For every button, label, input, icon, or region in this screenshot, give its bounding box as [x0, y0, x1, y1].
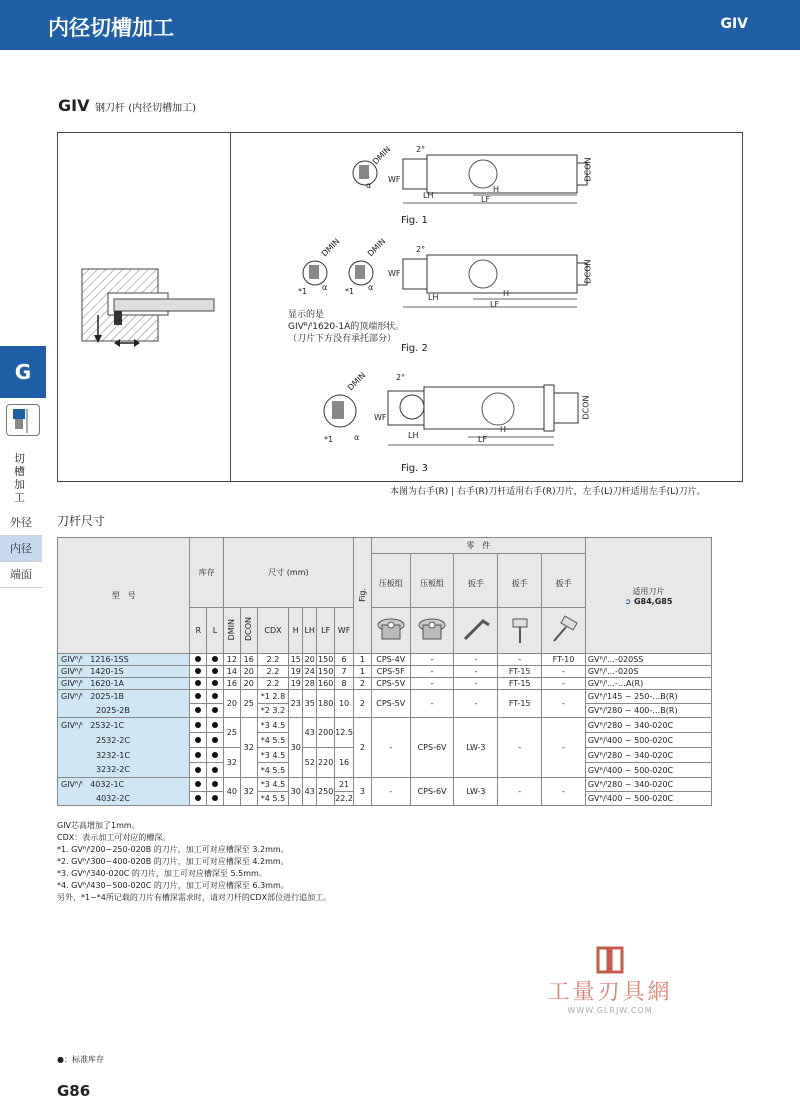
fig2-angle: 2°	[416, 245, 426, 254]
lh-cell: 43	[303, 778, 317, 806]
th-inserts	[585, 538, 711, 654]
cdx-cell: 2.2	[257, 678, 289, 690]
wrench3-cell: -	[542, 718, 586, 778]
stock-l	[207, 654, 224, 666]
fig1-dcon: DCON	[583, 157, 593, 182]
stock-legend: ●：标准库存	[57, 1055, 104, 1064]
fig2-dcon: DCON	[583, 259, 593, 284]
fig2-note-line: （刀片下方没有承托部分）	[288, 334, 397, 344]
h-cell: 19	[290, 667, 301, 676]
th-h: H	[289, 608, 303, 654]
page-title: 内径切槽加工	[48, 16, 174, 40]
wrench1-cell: LW-3	[454, 778, 498, 806]
stock-r	[190, 778, 207, 792]
fig2-wf: WF	[388, 269, 401, 278]
fig3-wf: WF	[374, 413, 387, 422]
stock-l	[207, 763, 224, 778]
cdx-cell: *4 5.5	[257, 792, 289, 806]
model-cell	[58, 748, 190, 763]
sidebar-vertical-label: 切槽加工	[14, 452, 25, 504]
insert-cell[interactable]: GVᴿ/ˡ280 ~ 340-020C	[585, 748, 711, 763]
model-code: 4032-1C	[90, 780, 125, 790]
stock-l	[207, 792, 224, 806]
watermark-url: WWW.GLRJW.COM	[567, 1006, 653, 1015]
stock-r	[190, 748, 207, 763]
th-dcon	[240, 608, 257, 654]
stock-r	[190, 718, 207, 733]
lf-cell: 220	[317, 748, 335, 778]
fig3-alpha: α	[354, 433, 360, 442]
table-row	[58, 690, 712, 704]
fig2-h: H	[503, 289, 510, 298]
figure-divider	[230, 133, 231, 481]
page-code: GIV	[720, 16, 748, 32]
boring-schematic	[78, 263, 218, 353]
figure-caption: 本图为右手(R) | 右手(R)刀杆适用右手(R)刀片，左手(L)刀杆适用左手(L)刀片。	[390, 487, 706, 497]
dcon-cell: 16	[240, 654, 257, 666]
footnote: *3. GVᴿ/ˡ340-020C 的刀片，加工可对应槽深至 5.5mm。	[57, 869, 267, 878]
lf-cell: 160	[318, 679, 334, 688]
cdx-cell: *3 4.5	[257, 748, 289, 763]
fig3-lf: LF	[478, 435, 488, 444]
clamp1-cell: -	[371, 718, 410, 778]
wrench1-cell: -	[454, 678, 498, 690]
insert-cell[interactable]: GVᴿ/ˡ…-…A(R)	[585, 678, 711, 690]
stock-l	[207, 748, 224, 763]
fig2-drawing	[293, 243, 603, 313]
footnote: *1. GVᴿ/ˡ200~250-020B 的刀片，加工可对应槽深至 3.2mm。	[57, 845, 289, 854]
lf-cell: 150	[318, 667, 334, 676]
page-header	[0, 0, 800, 50]
stock-r	[190, 733, 207, 748]
cdx-cell: *2 3.2	[257, 704, 289, 718]
stock-l	[207, 733, 224, 748]
dmin-cell: 25	[223, 718, 240, 748]
wrench1-cell: -	[454, 666, 498, 678]
dmin-cell: 20	[223, 690, 240, 718]
clamp-set-icon	[371, 608, 410, 654]
h-cell: 30	[289, 718, 303, 778]
torx-wrench-icon	[498, 608, 542, 654]
watermark	[535, 945, 685, 1015]
wf-cell: 10	[335, 690, 354, 718]
wrench1-cell: -	[454, 690, 498, 718]
model-code: 1620-1A	[90, 679, 125, 688]
model-code: 2532-2C	[96, 735, 130, 745]
watermark-logo-icon	[595, 945, 625, 975]
wf-cell: 12.5	[335, 718, 354, 748]
model-code: 1216-1SS	[90, 655, 129, 664]
clamp1-cell: CPS-5F	[371, 666, 410, 678]
th-dmin	[223, 608, 240, 654]
section-name: GIV	[58, 96, 90, 115]
stock-l	[207, 704, 224, 718]
th-inserts-label: 适用刀片	[632, 586, 665, 596]
clamp2-cell: -	[410, 678, 454, 690]
fig-cell: 3	[353, 778, 371, 806]
model-code: 4032-2C	[96, 793, 130, 803]
footnote: GIV芯高增加了1mm。	[57, 821, 140, 830]
hex-wrench-icon	[454, 608, 498, 654]
insert-cell[interactable]: GVᴿ/ˡ280 ~ 400-…B(R)	[585, 704, 711, 718]
page-number: G86	[57, 1082, 91, 1100]
footnote: CDX：表示加工可对应的槽深。	[57, 833, 171, 842]
th-fig-label: Fig.	[357, 587, 367, 602]
lf-cell: 150	[318, 655, 334, 664]
insert-ref-text: G84,G85	[633, 596, 673, 606]
lf-cell: 180	[317, 690, 335, 718]
wf-cell: 8	[335, 678, 354, 690]
model-cell	[58, 792, 190, 806]
wrench2-cell: FT-15	[498, 690, 542, 718]
dmin-cell: 12	[223, 654, 240, 666]
model-code: 2025-1B	[90, 692, 125, 702]
footnotes	[57, 820, 331, 904]
insert-cell[interactable]: GVᴿ/ˡ400 ~ 500-020C	[585, 792, 711, 806]
fig2-dmin-b: DMIN	[365, 236, 388, 259]
clamp2-cell: -	[410, 690, 454, 718]
stock-r	[190, 678, 207, 690]
section-subtitle: 钢刀杆 (内径切槽加工)	[95, 103, 197, 114]
wrench2-cell: -	[498, 778, 542, 806]
th-wf: WF	[335, 608, 354, 654]
grooving-icon	[6, 404, 40, 436]
fig3-h: H	[500, 425, 507, 434]
fig3-label: Fig. 3	[401, 463, 428, 474]
model-prefix: GIVᴿ/ˡ	[61, 679, 83, 688]
fig2-alpha-b: α	[368, 283, 374, 292]
th-l: L	[207, 608, 224, 654]
sidebar-item-outer[interactable]: 外径	[0, 510, 42, 536]
fig1-lh: LH	[423, 191, 434, 200]
stock-r	[190, 763, 207, 778]
fig3-angle: 2°	[396, 373, 406, 382]
fig1-alpha: α	[366, 181, 372, 190]
th-clamp1: 压板组	[371, 554, 410, 608]
th-lh: LH	[303, 608, 317, 654]
cdx-cell: 2.2	[257, 654, 289, 666]
cdx-cell: *3 4.5	[257, 778, 289, 792]
fig-cell: 1	[353, 666, 371, 678]
wrench3-cell: -	[542, 778, 586, 806]
insert-cell[interactable]: GVᴿ/ˡ400 ~ 500-020C	[585, 733, 711, 748]
table-row	[58, 654, 712, 666]
watermark-text: 工量刃具網	[547, 980, 673, 1005]
th-wrench1: 扳手	[454, 554, 498, 608]
clamp1-cell: -	[371, 778, 410, 806]
lh-cell: 35	[303, 690, 317, 718]
clamp2-cell: -	[410, 654, 454, 666]
cdx-cell: 2.2	[257, 666, 289, 678]
th-clamp2: 压板组	[410, 554, 454, 608]
dcon-cell: 32	[240, 778, 257, 806]
model-code: 2025-2B	[96, 705, 130, 715]
sidebar-tab-g[interactable]: G	[0, 346, 46, 398]
clamp2-cell: CPS-6V	[410, 718, 454, 778]
th-parts: 零 件	[371, 538, 585, 554]
th-lf: LF	[317, 608, 335, 654]
fig-cell: 2	[353, 678, 371, 690]
stock-r	[190, 666, 207, 678]
fig1-wf: WF	[388, 175, 401, 184]
wrench1-cell: LW-3	[454, 718, 498, 778]
wf-cell: 21	[335, 778, 354, 792]
wrench2-cell: -	[498, 654, 542, 666]
fig2-note-line: 显示的是	[288, 310, 325, 320]
model-code: 3232-1C	[96, 750, 130, 760]
dmin-cell: 14	[223, 666, 240, 678]
model-prefix: GIVᴿ/ˡ	[61, 655, 83, 664]
lh-cell: 24	[304, 667, 315, 676]
stock-l	[207, 718, 224, 733]
model-prefix: GIVᴿ/ˡ	[61, 692, 83, 702]
th-wrench3: 扳手	[542, 554, 586, 608]
insert-cell[interactable]: GVᴿ/ˡ280 ~ 340-020C	[585, 718, 711, 733]
th-dmin-label: DMIN	[227, 618, 237, 641]
stock-r	[190, 654, 207, 666]
wf-cell: 6	[335, 654, 354, 666]
fig-cell: 2	[353, 690, 371, 718]
fig1-lf: LF	[481, 195, 491, 204]
stock-r	[190, 690, 207, 704]
wf-cell: 22.2	[335, 792, 354, 806]
wrench3-cell: -	[542, 690, 586, 718]
fig2-note-line: GIVᴿ/ˡ1620-1A的顶端形状。	[288, 322, 405, 332]
wf-cell: 7	[335, 666, 354, 678]
model-cell	[58, 704, 190, 718]
cdx-cell: *4 5.5	[257, 763, 289, 778]
fig3-drawing	[318, 370, 598, 453]
section-title	[58, 96, 196, 115]
cdx-cell: *1 2.8	[257, 690, 289, 704]
dmin-cell: 16	[223, 678, 240, 690]
dcon-cell: 32	[240, 718, 257, 778]
footnote: *4. GVᴿ/ˡ430~500-020C 的刀片，加工可对应槽深至 6.3mm。	[57, 881, 289, 890]
dmin-cell: 40	[223, 778, 240, 806]
lf-cell: 200	[317, 718, 335, 748]
stock-l	[207, 678, 224, 690]
insert-cell[interactable]: GVᴿ/ˡ280 ~ 340-020C	[585, 778, 711, 792]
clamp-set-icon	[410, 608, 454, 654]
fig3-lh: LH	[408, 431, 419, 440]
clamp1-cell: CPS-5V	[371, 678, 410, 690]
th-stock: 库存	[190, 538, 224, 608]
stock-r	[190, 792, 207, 806]
dcon-cell: 25	[240, 690, 257, 718]
dcon-cell: 20	[240, 678, 257, 690]
wrench2-cell: FT-15	[498, 678, 542, 690]
stock-l	[207, 666, 224, 678]
wrench1-cell: -	[454, 654, 498, 666]
model-prefix: GIVᴿ/ˡ	[61, 720, 83, 730]
table-title: 刀杆尺寸	[57, 514, 106, 528]
clamp1-cell: CPS-5V	[371, 690, 410, 718]
insert-cell[interactable]: GVᴿ/ˡ…-020S	[585, 666, 711, 678]
wrench3-cell: -	[542, 678, 586, 690]
fig2-star1-a: *1	[298, 287, 308, 296]
torx-wrench-icon	[542, 608, 586, 654]
wrench3-cell: -	[542, 666, 586, 678]
lf-cell: 250	[317, 778, 335, 806]
stock-l	[207, 690, 224, 704]
model-code: 1420-1S	[90, 667, 124, 676]
insert-cell[interactable]: GVᴿ/ˡ145 ~ 250-…B(R)	[585, 690, 711, 704]
h-cell: 23	[289, 690, 303, 718]
spec-table	[57, 537, 712, 806]
insert-cell[interactable]: GVᴿ/ˡ400 ~ 500-020C	[585, 763, 711, 778]
fig1-dmin: DMIN	[370, 144, 393, 167]
clamp2-cell: -	[410, 666, 454, 678]
th-r: R	[190, 608, 207, 654]
insert-cell[interactable]: GVᴿ/ˡ…-020SS	[585, 654, 711, 666]
h-cell: 19	[290, 679, 301, 688]
model-cell	[58, 678, 190, 690]
th-dcon-label: DCON	[244, 617, 254, 642]
th-model: 型 号	[58, 538, 190, 654]
model-prefix: GIVᴿ/ˡ	[61, 780, 83, 790]
dmin-cell: 32	[223, 748, 240, 778]
cdx-cell: *4 5.5	[257, 733, 289, 748]
th-dims: 尺寸 (mm)	[223, 538, 353, 608]
th-fig	[353, 538, 371, 654]
lh-cell: 43	[303, 718, 317, 748]
lh-cell: 52	[303, 748, 317, 778]
stock-r	[190, 704, 207, 718]
wrench2-cell: -	[498, 718, 542, 778]
fig-cell: 2	[353, 718, 371, 778]
fig2-lf: LF	[490, 300, 500, 309]
clamp1-cell: CPS-4V	[371, 654, 410, 666]
fig2-star1-b: *1	[345, 287, 355, 296]
model-cell	[58, 654, 190, 666]
table-row	[58, 718, 712, 733]
fig1-h: H	[493, 185, 500, 194]
fig3-star1: *1	[324, 435, 334, 444]
fig2-lh: LH	[428, 293, 439, 302]
sidebar-item-inner[interactable]: 内径	[0, 536, 42, 562]
th-inserts-ref[interactable]	[586, 597, 711, 606]
footnote: 另外，*1~*4所记载的刀片有槽深需求时，请对刀杆的CDX部位进行追加工。	[57, 893, 332, 902]
wrench3-cell: FT-10	[542, 654, 586, 666]
model-cell	[58, 718, 190, 733]
fig1-label: Fig. 1	[401, 215, 428, 226]
fig2-label: Fig. 2	[401, 343, 428, 354]
sidebar-item-face[interactable]: 端面	[0, 562, 42, 588]
fig2-dmin-a: DMIN	[319, 236, 342, 259]
arrow-icon: ➲	[624, 596, 634, 606]
fig2-note	[288, 309, 404, 345]
h-cell: 15	[290, 655, 301, 664]
model-prefix: GIVᴿ/ˡ	[61, 667, 83, 676]
table-row	[58, 666, 712, 678]
sidebar-menu	[0, 510, 42, 588]
fig1-angle: 2°	[416, 145, 426, 154]
h-cell: 30	[289, 778, 303, 806]
model-cell	[58, 763, 190, 778]
lh-cell: 20	[304, 655, 315, 664]
th-cdx: CDX	[257, 608, 289, 654]
model-code: 3232-2C	[96, 765, 130, 775]
fig3-dcon: DCON	[581, 395, 591, 420]
fig2-alpha-a: α	[322, 283, 328, 292]
table-row	[58, 778, 712, 792]
model-cell	[58, 690, 190, 704]
fig-cell: 1	[353, 654, 371, 666]
dcon-cell: 20	[240, 666, 257, 678]
model-cell	[58, 666, 190, 678]
fig3-dmin: DMIN	[345, 370, 368, 393]
th-wrench2: 扳手	[498, 554, 542, 608]
wf-cell: 16	[335, 748, 354, 778]
model-cell	[58, 733, 190, 748]
wrench2-cell: FT-15	[498, 666, 542, 678]
lh-cell: 28	[304, 679, 315, 688]
footnote: *2. GVᴿ/ˡ300~400-020B 的刀片，加工可对应槽深至 4.2mm。	[57, 857, 289, 866]
table-row	[58, 678, 712, 690]
model-code: 2532-1C	[90, 720, 125, 730]
figure-box	[57, 132, 743, 482]
stock-l	[207, 778, 224, 792]
model-cell	[58, 778, 190, 792]
clamp2-cell: CPS-6V	[410, 778, 454, 806]
cdx-cell: *3 4.5	[257, 718, 289, 733]
